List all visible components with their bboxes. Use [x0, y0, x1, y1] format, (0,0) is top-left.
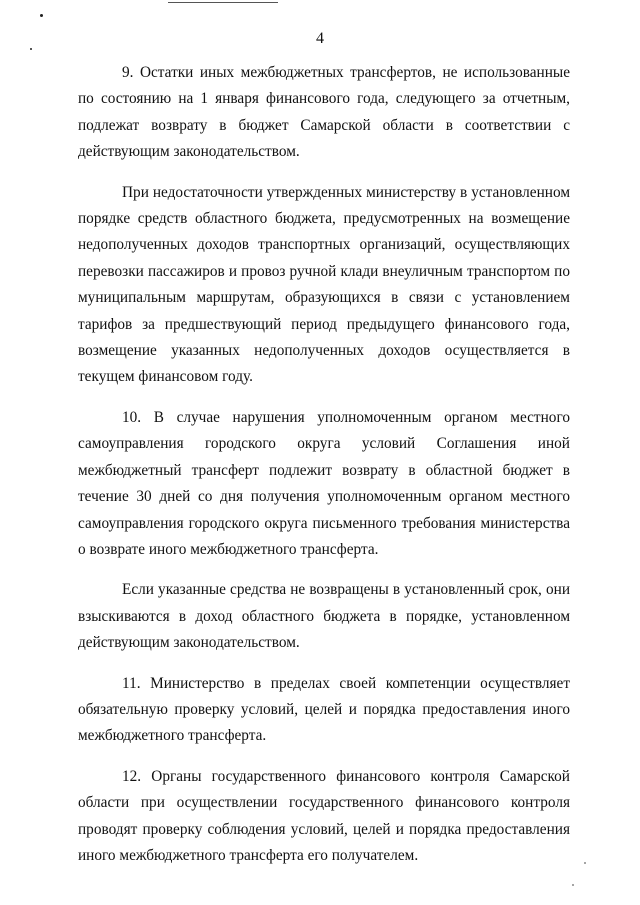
paragraph-insufficient-funds: При недостаточности утвержденных министерству в установленном порядке средств областного бюджета, предусмотренных на возмещение недополученных доходов транспортных организаций, осуществляющих перевозки пассажиров и провоз ручной клади внеуличным транспортом по муниципальным маршрутам, образующихся в связи с установлением тарифов за предшествующий период предыдущего финансового года, возмещение указанных недополученных доходов осуществляется в текущем финансовом году.: [78, 183, 570, 386]
paragraph-9: 9. Остатки иных межбюджетных трансфертов, не использованные по состоянию на 1 января финансового года, следующего за отчетным, подлежат возврату в бюджет Самарской области в соответствии с действующим законодательством.: [78, 64, 570, 161]
scan-speck: [40, 14, 43, 17]
paragraph-12: 12. Органы государственного финансового контроля Самарской области при осуществлении государственного финансового контроля проводят проверку соблюдения условий, целей и порядка предоставления иного межбюджетного трансферта его получателем.: [78, 767, 570, 864]
scan-speck: [584, 862, 586, 864]
page-number: 4: [316, 30, 324, 47]
scan-speck: [30, 48, 32, 50]
paragraph-11: 11. Министерство в пределах своей компетенции осуществляет обязательную проверку условий, целей и порядка предоставления иного межбюджетного трансферта.: [78, 674, 570, 745]
scan-speck: [572, 884, 574, 886]
top-scan-line: [168, 2, 278, 3]
document-body: [78, 60, 570, 883]
paragraph-recovery: Если указанные средства не возвращены в установленный срок, они взыскиваются в доход областного бюджета в порядке, установленном действующим законодательством.: [78, 581, 570, 652]
paragraph-10: 10. В случае нарушения уполномоченным органом местного самоуправления городского округа условий Соглашения иной межбюджетный трансферт подлежит возврату в областной бюджет в течение 30 дней со дня получения уполномоченным органом местного самоуправления городского округа письменного требования министерства о возврате иного межбюджетного трансферта.: [78, 408, 570, 558]
